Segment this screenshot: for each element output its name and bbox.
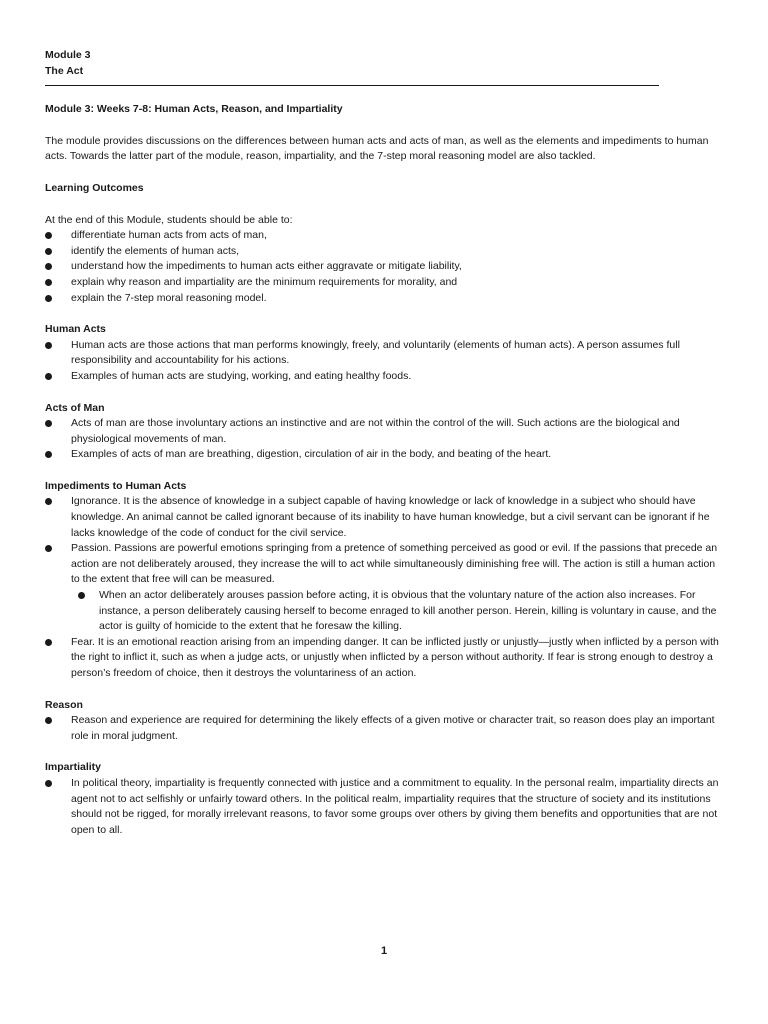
list-item: Examples of acts of man are breathing, digestion, circulation of air in the body, and beating of the heart. <box>45 447 725 463</box>
heading-learning-outcomes: Learning Outcomes <box>45 181 144 194</box>
list-item: Acts of man are those involuntary actions an instinctive and are not within the control of the will. Such actions are the biological and physiological movements of man. <box>45 416 725 447</box>
page-content <box>45 48 725 838</box>
learning-outcomes-lead: At the end of this Module, students should be able to: <box>45 213 293 226</box>
list-item: Examples of human acts are studying, working, and eating healthy foods. <box>45 369 725 385</box>
impediment-passion <box>45 541 725 635</box>
module-subtitle: The Act <box>45 64 84 77</box>
page-number: 1 <box>380 945 388 957</box>
list-item: When an actor deliberately arouses passion before acting, it is obvious that the voluntary nature of the action also increases. For instance, a person deliberately causing herself to become enraged to kill another person. Herein, killing is voluntary in cause, and the actor is guilty of homicide to the extent that he foresaw the killing. <box>71 588 725 635</box>
acts-of-man-list <box>45 416 725 463</box>
passion-sublist <box>71 588 725 635</box>
impediment-ignorance: Ignorance. It is the absence of knowledge in a subject capable of having knowledge or lack of knowledge in a subject who should have knowledge. An animal cannot be called ignorant because of its inability to have human knowledge, but a civil servant can be ignorant if he lacks knowledge of the code of conduct for the civil service. <box>45 494 725 541</box>
reason-list <box>45 713 725 744</box>
impediment-fear: Fear. It is an emotional reaction arising from an impending danger. It can be inflicted justly or unjustly—justly when inflicted by a person with the right to inflict it, such as when a judge acts, or unjustly when inflicted by a person without authority. If fear is strong enough to destroy a person’s freedom of choice, then it destroys the voluntariness of an action. <box>45 635 725 682</box>
list-item: Reason and experience are required for determining the likely effects of a given motive or character trait, so reason does play an important role in moral judgment. <box>45 713 725 744</box>
module-label: Module 3 <box>45 49 91 61</box>
impediment-passion-text: Passion. Passions are powerful emotions springing from a pretence of something perceived as good or evil. If the passions that precede an action are not deliberately aroused, they increase the will to act while simultaneously diminishing free will. The action is still a human action to the extent that free will can be measured. <box>71 542 718 586</box>
intro-paragraph: The module provides discussions on the differences between human acts and acts of man, as well as the elements and impediments to human acts. Towards the latter part of the module, reason, impartiality, and the 7-step moral reasoning model are also tackled. <box>45 134 709 163</box>
module-title: Module 3: Weeks 7-8: Human Acts, Reason, and Impartiality <box>45 103 343 116</box>
list-item: Human acts are those actions that man performs knowingly, freely, and voluntarily (elements of human acts). A person assumes full responsibility and accountability for his actions. <box>45 338 725 369</box>
heading-impartiality: Impartiality <box>45 761 102 774</box>
list-item: differentiate human acts from acts of man, <box>45 228 725 244</box>
heading-reason: Reason <box>45 698 83 711</box>
header-rule <box>45 85 659 86</box>
heading-impediments: Impediments to Human Acts <box>45 479 187 492</box>
list-item: understand how the impediments to human acts either aggravate or mitigate liability, <box>45 259 725 275</box>
learning-outcomes-list <box>45 228 725 306</box>
human-acts-list <box>45 338 725 385</box>
list-item: explain the 7-step moral reasoning model. <box>45 291 725 307</box>
list-item: explain why reason and impartiality are the minimum requirements for morality, and <box>45 275 725 291</box>
heading-human-acts: Human Acts <box>45 323 106 336</box>
heading-acts-of-man: Acts of Man <box>45 401 105 414</box>
list-item: identify the elements of human acts, <box>45 244 725 260</box>
impartiality-list <box>45 776 725 838</box>
list-item: In political theory, impartiality is frequently connected with justice and a commitment to equality. In the personal realm, impartiality directs an agent not to act selfishly or unfairly toward others. In the political realm, impartiality requires that the structure of society and its institutions should not be rigged, for morally irrelevant reasons, to favor some groups over others by giving them benefits and opportunities that are not open to all. <box>45 776 725 838</box>
impediments-list <box>45 494 725 681</box>
